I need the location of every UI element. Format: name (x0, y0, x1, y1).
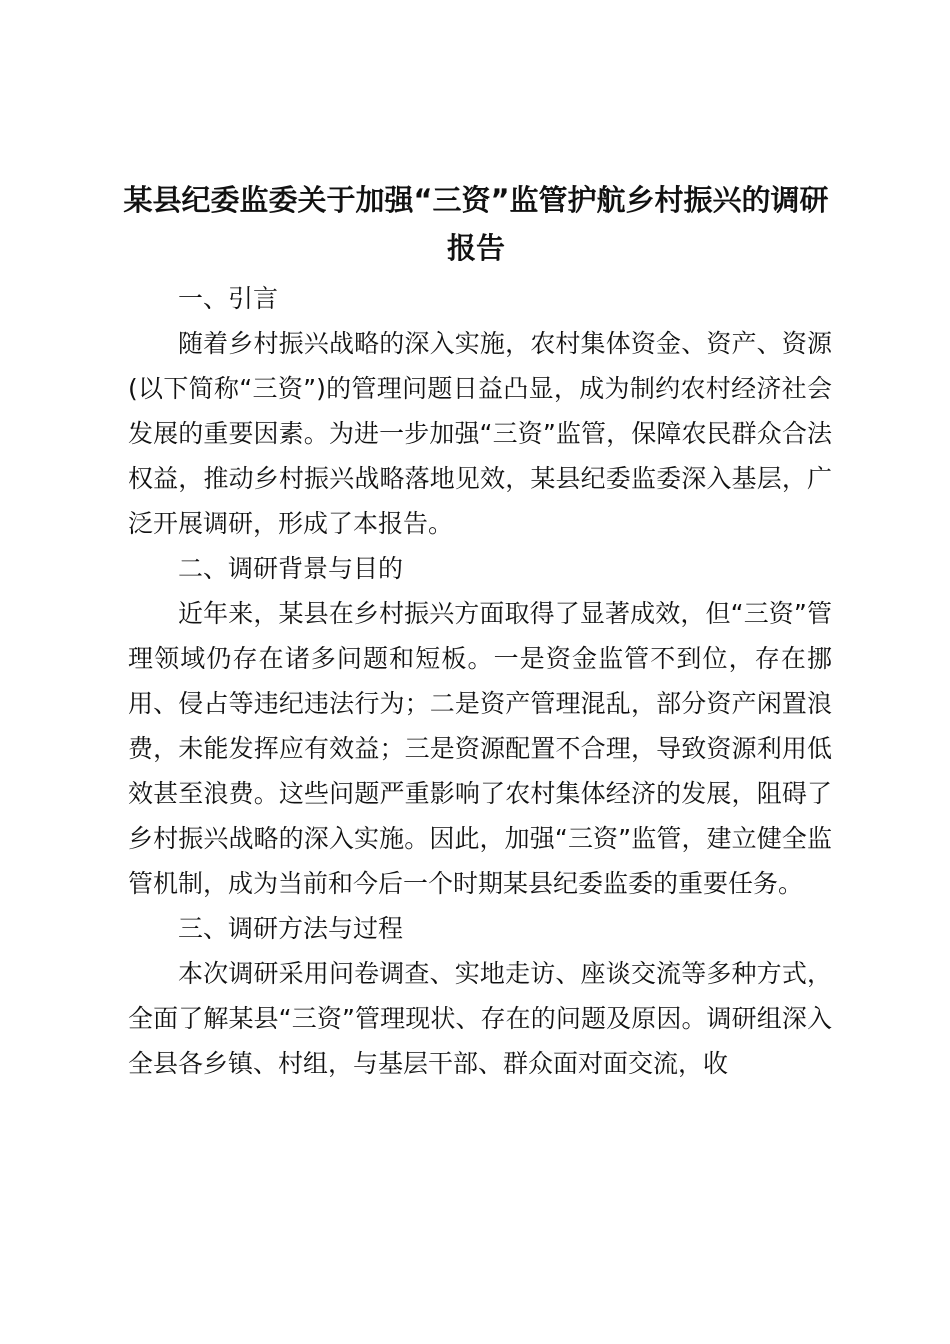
document-body (128, 276, 832, 1086)
section-heading-method: 三、调研方法与过程 (178, 914, 404, 943)
paragraph-method: 本次调研采用问卷调查、实地走访、座谈交流等多种方式，全面了解某县“三资”管理现状、存在的问题及原因。调研组深入全县各乡镇、村组，与基层干部、群众面对面交流，收 (128, 959, 832, 1078)
paragraph-introduction: 随着乡村振兴战略的深入实施，农村集体资金、资产、资源(以下简称“三资”)的管理问题日益凸显，成为制约农村经济社会发展的重要因素。为进一步加强“三资”监管，保障农民群众合法权益，推动乡村振兴战略落地见效，某县纪委监委深入基层，广泛开展调研，形成了本报告。 (128, 329, 832, 538)
section-heading-introduction: 一、引言 (178, 284, 279, 313)
document-title: 某县纪委监委关于加强“三资”监管护航乡村振兴的调研报告 (123, 183, 829, 265)
paragraph-background: 近年来，某县在乡村振兴方面取得了显著成效，但“三资”管理领域仍存在诸多问题和短板。一是资金监管不到位，存在挪用、侵占等违纪违法行为；二是资产管理混乱，部分资产闲置浪费，未能发挥应有效益；三是资源配置不合理，导致资源利用低效甚至浪费。这些问题严重影响了农村集体经济的发展，阻碍了乡村振兴战略的深入实施。因此，加强“三资”监管，建立健全监管机制，成为当前和今后一个时期某县纪委监委的重要任务。 (128, 599, 832, 898)
section-heading-background: 二、调研背景与目的 (178, 554, 404, 583)
